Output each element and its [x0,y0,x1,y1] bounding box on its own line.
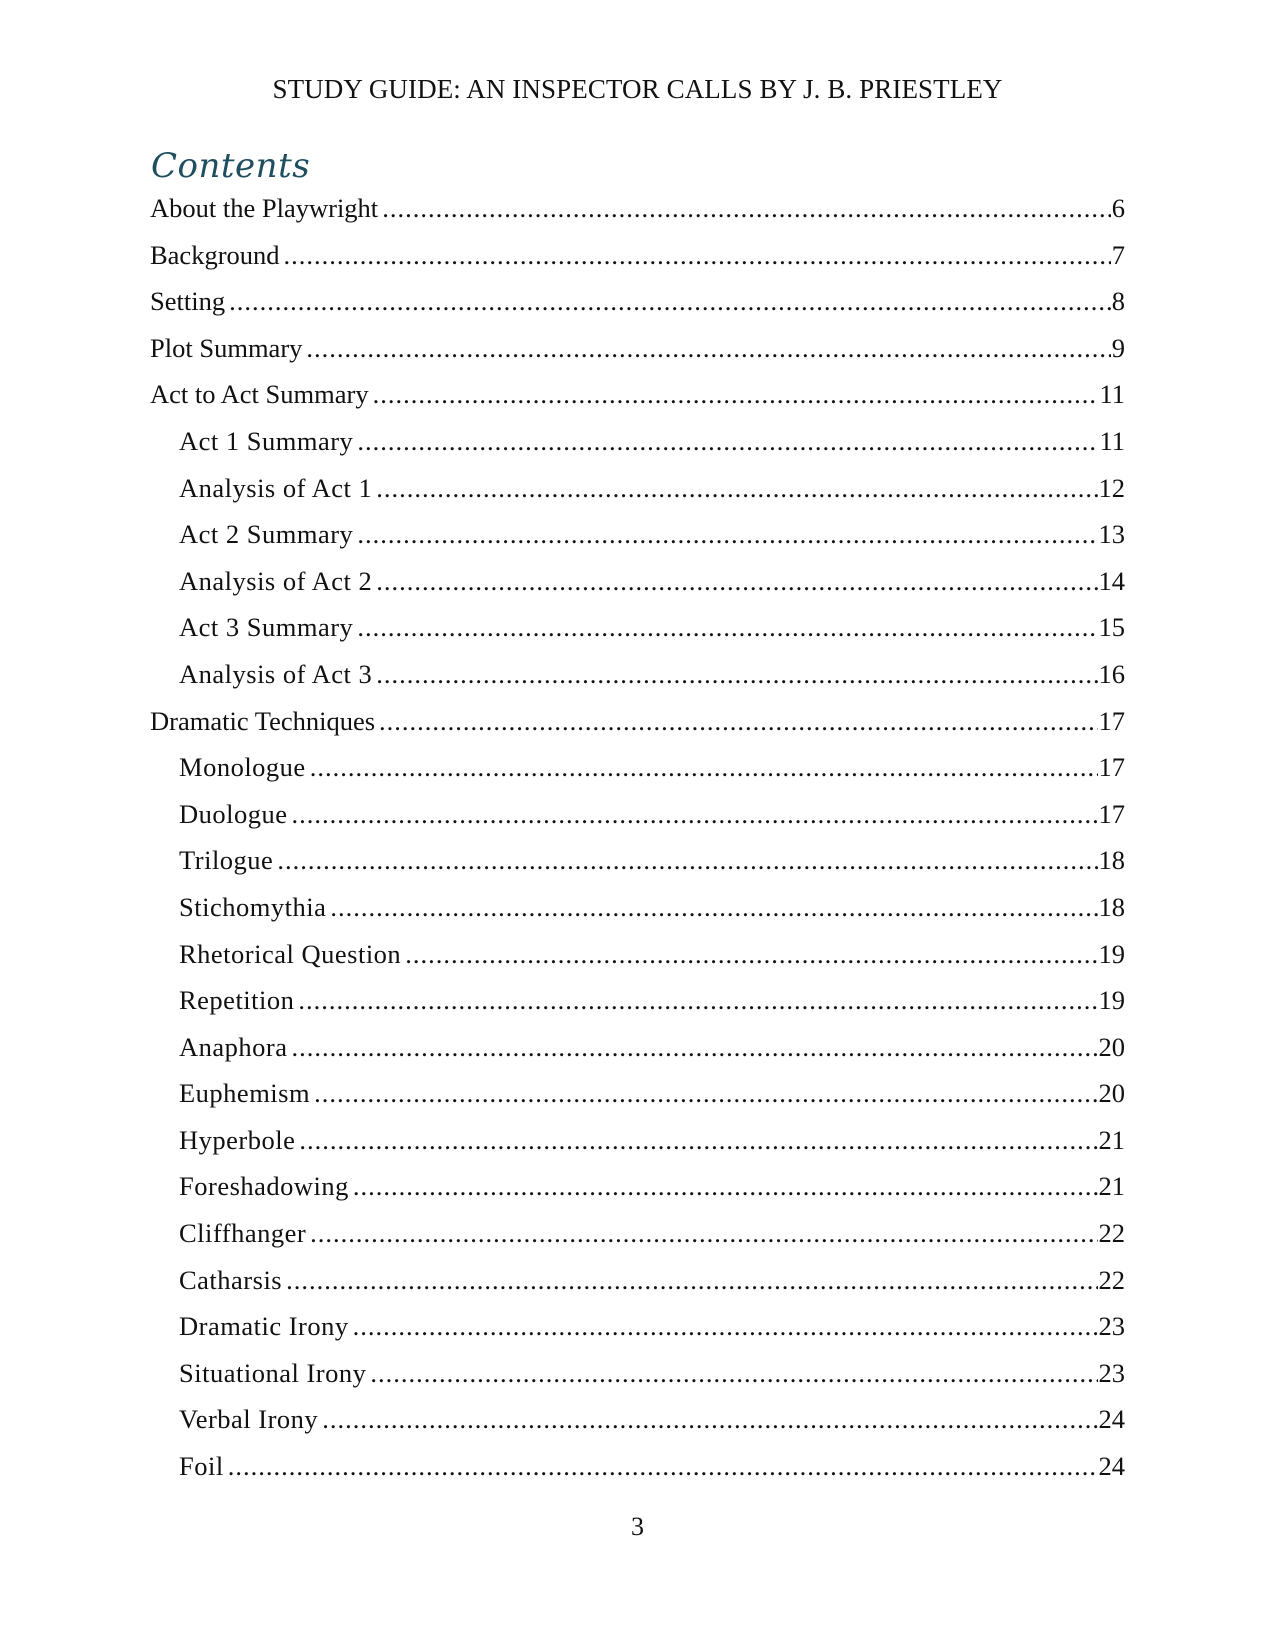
toc-entry-title: Analysis of Act 1 [179,472,373,503]
toc-entry-title: Dramatic Techniques [150,705,376,736]
toc-entry-page: 11 [1099,379,1125,410]
toc-entry-repetition[interactable] [150,985,1125,1032]
toc-entry-page: 18 [1098,845,1125,876]
toc-entry-act-2-summary[interactable] [150,519,1125,566]
toc-entry-page: 6 [1111,193,1125,223]
toc-entry-page: 21 [1098,1171,1125,1202]
dot-leader [310,752,1098,783]
toc-entry-title: Verbal Irony [179,1404,319,1435]
dot-leader [229,286,1111,317]
toc-entry-page: 11 [1099,425,1125,456]
dot-leader [357,612,1097,643]
dot-leader [284,240,1111,271]
toc-entry-analysis-of-act-2[interactable] [150,566,1125,613]
dot-leader [330,892,1097,923]
dot-leader [322,1404,1097,1435]
toc-entry-trilogue[interactable] [150,845,1125,892]
dot-leader [370,1358,1097,1389]
toc-entry-foil[interactable] [150,1451,1125,1498]
toc-entry-page: 19 [1098,985,1125,1016]
toc-entry-title: Act 1 Summary [179,425,354,456]
toc-entry-title: Stichomythia [179,891,327,922]
table-of-contents [150,193,1125,1498]
toc-entry-page: 7 [1111,239,1125,270]
toc-entry-page: 16 [1098,658,1125,689]
toc-entry-title: Analysis of Act 3 [179,658,373,689]
toc-entry-title: Analysis of Act 2 [179,565,373,596]
dot-leader [310,1218,1097,1249]
toc-entry-title: Foreshadowing [179,1171,349,1202]
toc-entry-cliffhanger[interactable] [150,1218,1125,1265]
toc-entry-page: 17 [1098,752,1125,783]
toc-entry-stichomythia[interactable] [150,892,1125,939]
toc-entry-title: Hyperbole [179,1124,296,1155]
toc-entry-rhetorical-question[interactable] [150,939,1125,986]
toc-entry-analysis-of-act-1[interactable] [150,473,1125,520]
dot-leader [299,1125,1097,1156]
dot-leader [292,799,1098,830]
running-header: STUDY GUIDE: AN INSPECTOR CALLS BY J. B. PRIESTLEY [272,74,1003,104]
dot-leader [353,1311,1098,1342]
toc-entry-title: Act 2 Summary [179,519,354,550]
toc-entry-title: Act 3 Summary [179,612,354,643]
toc-entry-page: 24 [1098,1404,1125,1435]
toc-entry-page: 13 [1098,519,1125,550]
toc-entry-title: Euphemism [179,1078,311,1109]
toc-entry-page: 9 [1111,332,1125,363]
toc-entry-dramatic-irony[interactable] [150,1311,1125,1358]
toc-entry-catharsis[interactable] [150,1265,1125,1312]
dot-leader [314,1078,1097,1109]
toc-entry-background[interactable] [150,240,1125,287]
toc-entry-title: Foil [179,1451,224,1482]
toc-entry-page: 20 [1098,1031,1125,1062]
toc-entry-setting[interactable] [150,286,1125,333]
dot-leader [376,566,1097,597]
toc-entry-title: Anaphora [179,1031,288,1062]
dot-leader [292,1032,1098,1063]
toc-entry-hyperbole[interactable] [150,1125,1125,1172]
page-number: 3 [631,1512,644,1541]
toc-entry-title: Duologue [179,798,288,829]
toc-entry-title: Plot Summary [150,332,303,363]
toc-entry-duologue[interactable] [150,799,1125,846]
dot-leader [373,379,1099,410]
toc-entry-analysis-of-act-3[interactable] [150,659,1125,706]
toc-entry-title: Setting [150,286,226,317]
toc-entry-title: Rhetorical Question [179,938,402,969]
toc-entry-page: 23 [1098,1357,1125,1388]
contents-heading: Contents [151,146,311,186]
toc-entry-page: 19 [1098,938,1125,969]
dot-leader [376,473,1097,504]
toc-entry-dramatic-techniques[interactable] [150,706,1125,753]
dot-leader [357,426,1098,457]
dot-leader [286,1265,1097,1296]
toc-entry-about-the-playwright[interactable] [150,193,1125,240]
toc-entry-title: Catharsis [179,1264,283,1295]
toc-entry-act-3-summary[interactable] [150,612,1125,659]
toc-entry-page: 17 [1098,705,1125,736]
toc-entry-page: 24 [1098,1451,1125,1482]
dot-leader [405,939,1097,970]
toc-entry-title: Situational Irony [179,1357,367,1388]
toc-entry-title: Trilogue [179,845,274,876]
toc-entry-page: 18 [1098,891,1125,922]
dot-leader [298,985,1097,1016]
toc-entry-page: 22 [1098,1218,1125,1249]
toc-entry-anaphora[interactable] [150,1032,1125,1079]
toc-entry-page: 8 [1111,286,1125,317]
dot-leader [379,706,1097,737]
dot-leader [382,193,1111,224]
toc-entry-monologue[interactable] [150,752,1125,799]
toc-entry-page: 14 [1098,565,1125,596]
toc-entry-foreshadowing[interactable] [150,1171,1125,1218]
toc-entry-title: Repetition [179,985,295,1016]
dot-leader [353,1171,1098,1202]
dot-leader [376,659,1097,690]
toc-entry-title: About the Playwright [150,193,379,223]
toc-entry-plot-summary[interactable] [150,333,1125,380]
toc-entry-page: 12 [1098,472,1125,503]
toc-entry-title: Dramatic Irony [179,1311,349,1342]
dot-leader [277,845,1097,876]
toc-entry-page: 23 [1098,1311,1125,1342]
toc-entry-page: 20 [1098,1078,1125,1109]
toc-entry-euphemism[interactable] [150,1078,1125,1125]
dot-leader [357,519,1097,550]
toc-entry-title: Background [150,239,280,270]
toc-entry-title: Cliffhanger [179,1218,307,1249]
toc-entry-situational-irony[interactable] [150,1358,1125,1405]
toc-entry-title: Act to Act Summary [150,379,369,410]
toc-entry-act-1-summary[interactable] [150,426,1125,473]
toc-entry-page: 21 [1098,1124,1125,1155]
toc-entry-page: 15 [1098,612,1125,643]
toc-entry-page: 22 [1098,1264,1125,1295]
toc-entry-page: 17 [1098,798,1125,829]
toc-entry-verbal-irony[interactable] [150,1404,1125,1451]
dot-leader [228,1451,1098,1482]
toc-entry-title: Monologue [179,752,306,783]
toc-entry-act-to-act-summary[interactable] [150,379,1125,426]
dot-leader [306,333,1110,364]
